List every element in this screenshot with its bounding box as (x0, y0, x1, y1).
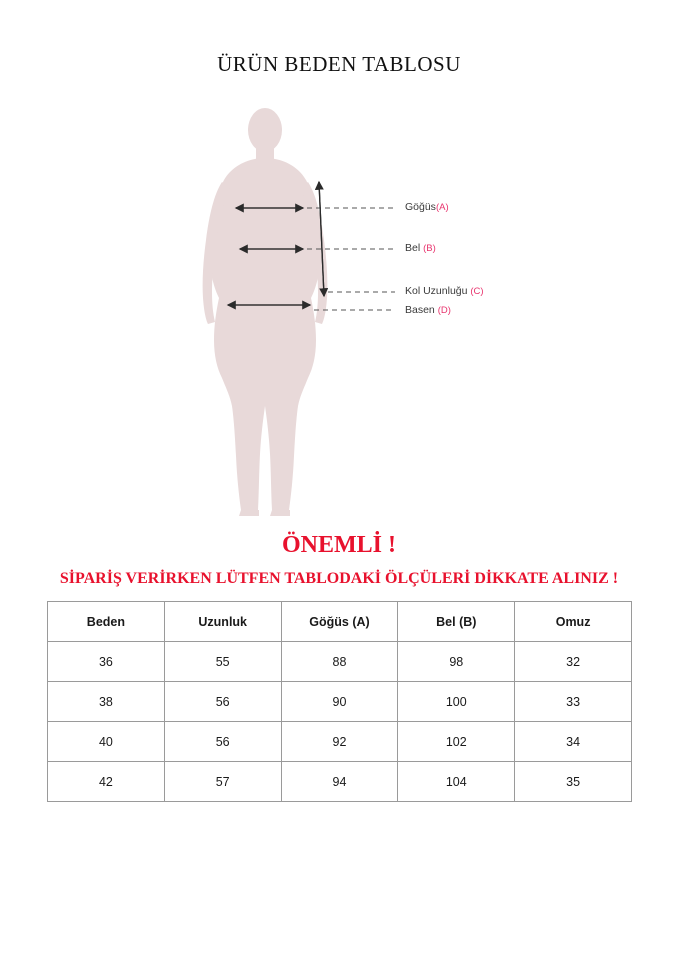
measurement-label-waist: Bel (B) (405, 242, 436, 254)
table-row (48, 762, 632, 802)
table-header-cell: Bel (B) (398, 602, 515, 642)
table-cell: 40 (48, 722, 165, 762)
table-row (48, 642, 632, 682)
table-cell: 102 (398, 722, 515, 762)
table-cell: 56 (164, 722, 281, 762)
table-header-cell: Beden (48, 602, 165, 642)
size-table (47, 601, 632, 802)
table-cell: 104 (398, 762, 515, 802)
table-cell: 100 (398, 682, 515, 722)
table-cell: 56 (164, 682, 281, 722)
table-cell: 38 (48, 682, 165, 722)
measurement-label-sleeve: Kol Uzunluğu (C) (405, 285, 484, 297)
table-cell: 33 (515, 682, 632, 722)
table-cell: 57 (164, 762, 281, 802)
table-header-cell: Uzunluk (164, 602, 281, 642)
table-cell: 32 (515, 642, 632, 682)
table-row (48, 722, 632, 762)
table-cell: 90 (281, 682, 398, 722)
table-cell: 35 (515, 762, 632, 802)
table-cell: 34 (515, 722, 632, 762)
table-cell: 36 (48, 642, 165, 682)
measurement-label-hip: Basen (D) (405, 304, 451, 316)
measurement-labels (0, 100, 678, 520)
table-cell: 88 (281, 642, 398, 682)
body-measurement-diagram (0, 100, 678, 520)
table-header-row (48, 602, 632, 642)
table-cell: 92 (281, 722, 398, 762)
table-row (48, 682, 632, 722)
table-cell: 42 (48, 762, 165, 802)
page-title: ÜRÜN BEDEN TABLOSU (217, 52, 461, 76)
table-header-cell: Göğüs (A) (281, 602, 398, 642)
order-notice: SİPARİŞ VERİRKEN LÜTFEN TABLODAKİ ÖLÇÜLERİ DİKKATE ALINIZ ! (59, 570, 619, 587)
table-cell: 55 (164, 642, 281, 682)
table-cell: 94 (281, 762, 398, 802)
measurement-label-chest: Göğüs(A) (405, 201, 449, 213)
table-cell: 98 (398, 642, 515, 682)
important-heading: ÖNEMLİ ! (282, 532, 396, 558)
table-header-cell: Omuz (515, 602, 632, 642)
